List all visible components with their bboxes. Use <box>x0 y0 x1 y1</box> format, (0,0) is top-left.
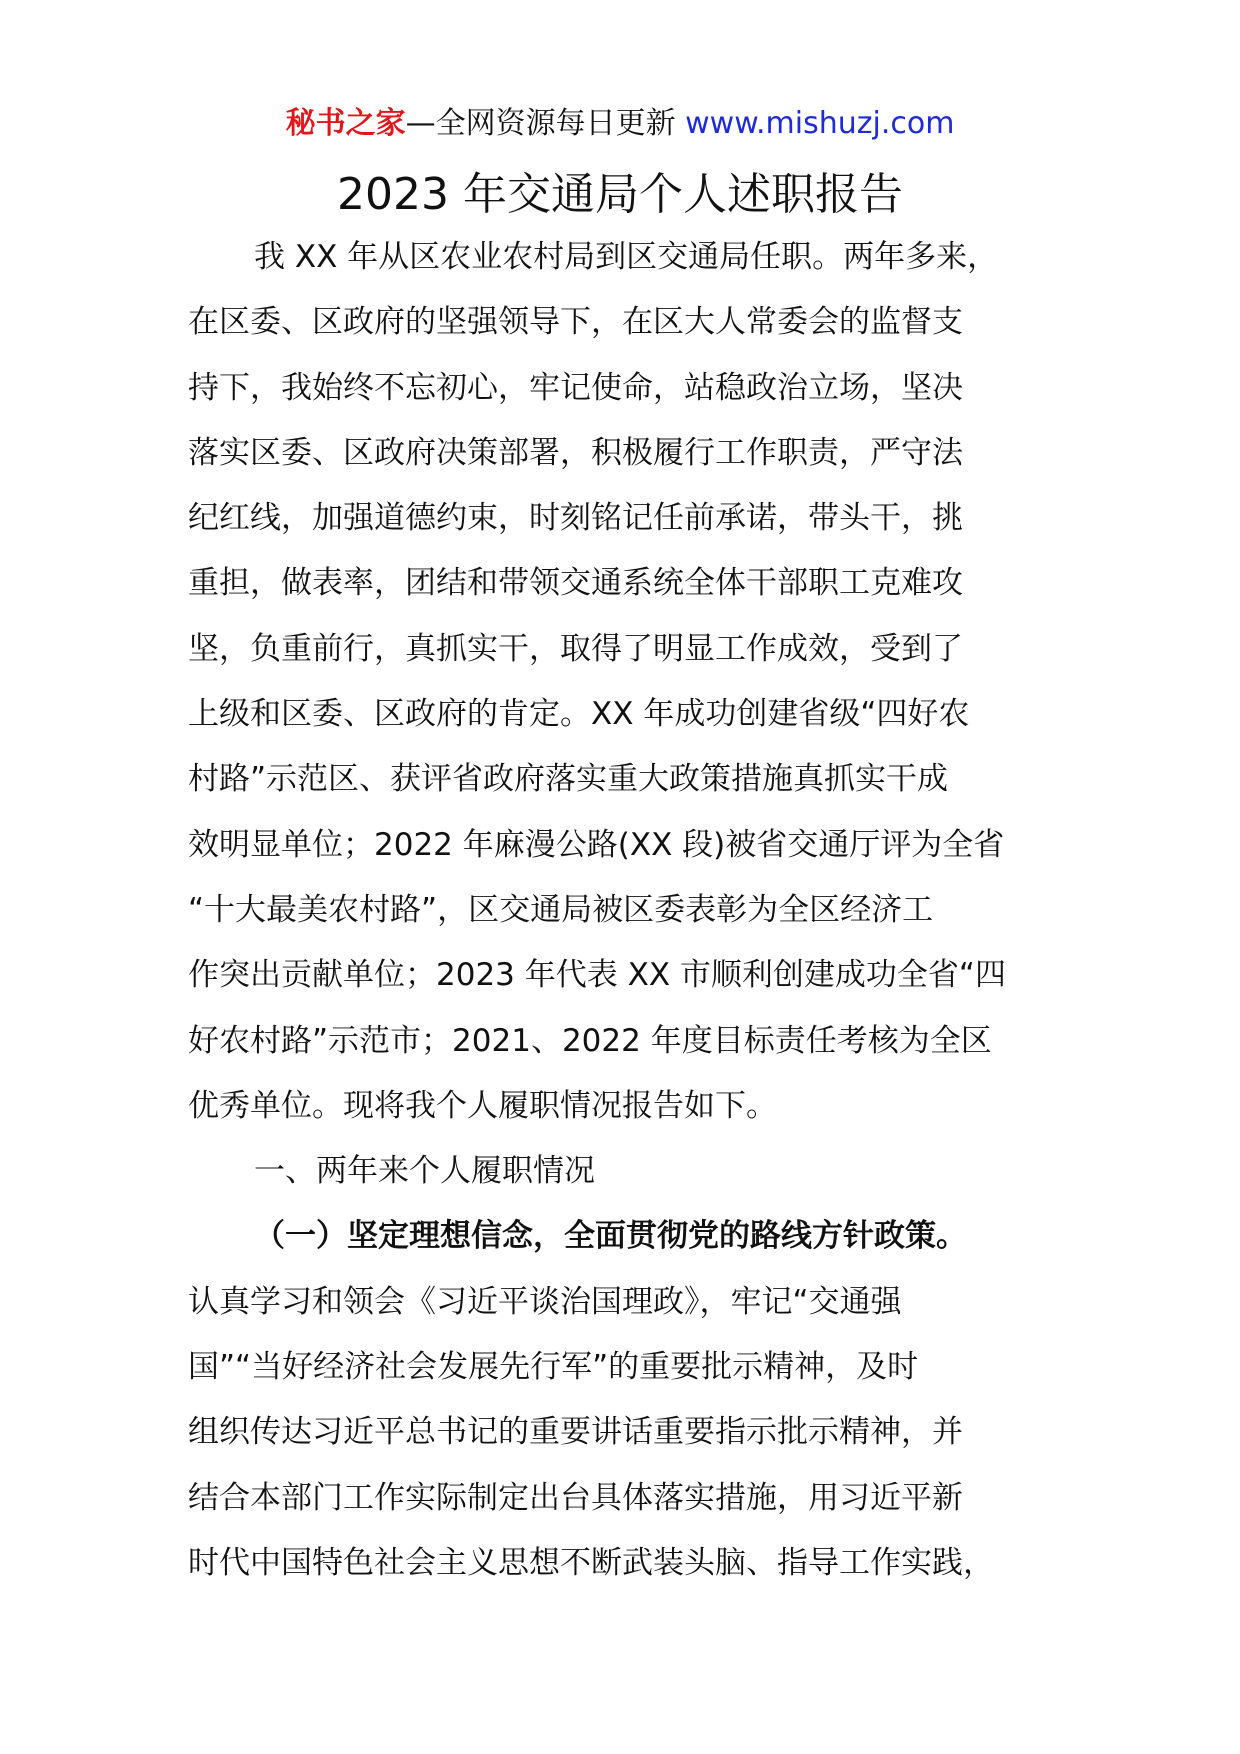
body-line: 好农村路”示范市；2021、2022 年度目标责任考核为全区 <box>188 1022 992 1059</box>
body-line: 坚，负重前行，真抓实干，取得了明显工作成效，受到了 <box>188 630 963 667</box>
body-line: 时代中国特色社会主义思想不断武装头脑、指导工作实践， <box>188 1544 994 1581</box>
body-line: 上级和区委、区政府的肯定。XX 年成功创建省级“四好农 <box>188 696 970 733</box>
body-line: 结合本部门工作实际制定出台具体落实措施，用习近平新 <box>188 1479 963 1516</box>
body-line: 重担，做表率，团结和带领交通系统全体干部职工克难攻 <box>188 565 963 602</box>
body-line: 持下，我始终不忘初心，牢记使命，站稳政治立场，坚决 <box>188 369 963 406</box>
site-header <box>0 100 1240 148</box>
body-line: 组织传达习近平总书记的重要讲话重要指示批示精神，并 <box>188 1414 963 1451</box>
brand-name: 秘书之家 <box>285 106 406 141</box>
body-line: 村路”示范区、获评省政府落实重大政策措施真抓实干成 <box>188 761 949 798</box>
document-title: 2023 年交通局个人述职报告 <box>337 169 903 220</box>
subsection-heading: （一）坚定理想信念，全面贯彻党的路线方针政策。 <box>254 1218 967 1255</box>
body-line: 我 XX 年从区农业农村局到区交通局任职。两年多来， <box>254 239 999 275</box>
body-line: 认真学习和领会《习近平谈治国理政》，牢记“交通强 <box>188 1283 902 1320</box>
body-line: 落实区委、区政府决策部署，积极履行工作职责，严守法 <box>188 434 963 471</box>
body-line: 作突出贡献单位；2023 年代表 XX 市顺利创建成功全省“四 <box>188 957 1006 994</box>
site-url[interactable]: www.mishuzj.com <box>685 106 955 141</box>
body-line: “十大最美农村路”，区交通局被区委表彰为全区经济工 <box>188 891 934 928</box>
section-heading: 一、两年来个人履职情况 <box>254 1153 595 1190</box>
body-line: 纪红线，加强道德约束，时刻铭记任前承诺，带头干，挑 <box>188 500 963 537</box>
body-line: 国”“当好经济社会发展先行军”的重要批示精神，及时 <box>188 1349 919 1386</box>
body-line: 效明显单位；2022 年麻漫公路(XX 段)被省交通厅评为全省 <box>188 826 1005 863</box>
document-body <box>188 225 1056 1596</box>
body-line: 在区委、区政府的坚强领导下，在区大人常委会的监督支 <box>188 304 963 341</box>
header-slogan: —全网资源每日更新 <box>405 106 686 141</box>
body-line: 优秀单位。现将我个人履职情况报告如下。 <box>188 1087 777 1124</box>
